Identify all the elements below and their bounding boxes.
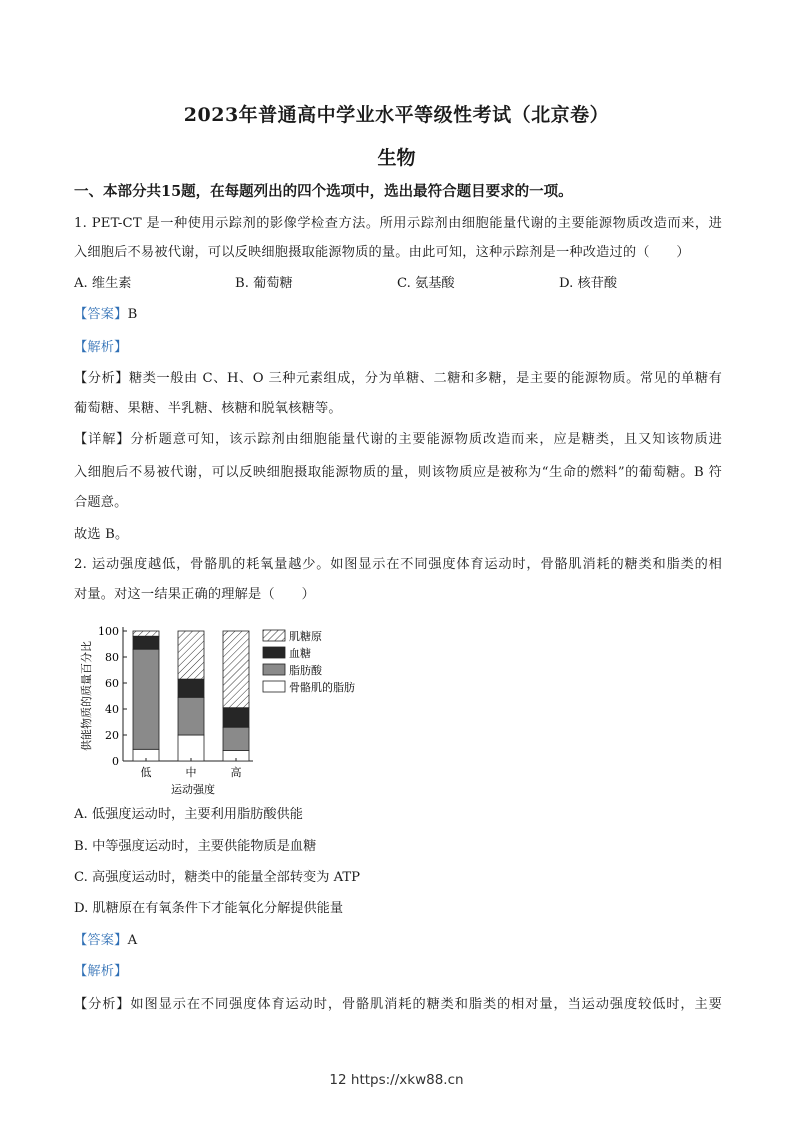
q1-option-a: A. 维生素 (74, 276, 132, 291)
q2-fenxi-line-1 (74, 996, 722, 1014)
q1-detail-line-2: 入细胞后不易被代谢，可以反映细胞摄取能源物质的量，则该物质应是被称为“生命的燃料”的葡萄糖。B 符 (74, 465, 722, 480)
x-axis-label: 运动强度 (171, 783, 215, 796)
y-tick-label: 60 (105, 677, 119, 690)
y-tick-label: 20 (105, 729, 119, 742)
x-tick-label: 中 (185, 766, 197, 779)
q2-analysis-tag (74, 963, 722, 981)
q1-conclusion: 故选 B。 (74, 527, 129, 542)
fenxi-text: 糖类一般由 C、H、O 三种元素组成，分为单糖、二糖和多糖，是主要的能源物质。常见的单糖有 (129, 371, 722, 386)
y-tick-label: 0 (112, 755, 119, 768)
page-footer: 12 https://xkw88.cn (329, 1072, 464, 1088)
analysis-tag: 【解析】 (74, 964, 128, 979)
bar-segment (133, 636, 159, 649)
q1-answer (74, 306, 722, 324)
legend-swatch (263, 647, 285, 658)
page-title: 2023年普通高中学业水平等级性考试（北京卷） (183, 104, 610, 126)
legend-label: 骨骼肌的脂肪 (289, 681, 355, 694)
legend-swatch (263, 681, 285, 692)
q1-analysis-tag (74, 339, 722, 357)
x-tick-label: 低 (140, 766, 152, 779)
bar-segment (133, 631, 159, 636)
bar-segment (178, 697, 204, 735)
y-tick-label: 80 (105, 651, 119, 664)
answer-tag: 【答案】 (74, 307, 128, 322)
legend-swatch (263, 630, 285, 641)
bar-segment (178, 679, 204, 697)
bar-segment (178, 631, 204, 679)
energy-source-chart (78, 618, 378, 803)
legend-swatch (263, 664, 285, 675)
bar-segment (223, 631, 249, 708)
section-heading: 一、本部分共15题，在每题列出的四个选项中，选出最符合题目要求的一项。 (74, 183, 573, 200)
subject-heading: 生物 (377, 147, 416, 169)
q2-option-b: B. 中等强度运动时，主要供能物质是血糖 (74, 839, 317, 854)
fenxi-tag: 【分析】 (74, 997, 131, 1012)
bar-segment (133, 649, 159, 749)
legend-label: 血糖 (289, 647, 311, 660)
y-axis-label: 供能物质的质量百分比 (80, 641, 93, 751)
y-tick-label: 100 (98, 625, 119, 638)
legend-label: 脂肪酸 (289, 664, 322, 677)
q2-stem-line-1: 2. 运动强度越低，骨骼肌的耗氧量越少。如图显示在不同强度体育运动时，骨骼肌消耗的糖类和脂类的相 (74, 557, 722, 572)
q2-stem-line-2: 对量。对这一结果正确的理解是（ ） (74, 587, 315, 602)
answer-tag: 【答案】 (74, 933, 128, 948)
y-tick-label: 40 (105, 703, 119, 716)
answer-value: A (127, 933, 138, 948)
detail-text: 分析题意可知，该示踪剂由细胞能量代谢的主要能源物质改造而来，应是糖类，且又知该物质进 (130, 432, 722, 447)
q1-option-c: C. 氨基酸 (397, 276, 455, 291)
bar-segment (178, 735, 204, 761)
analysis-tag: 【解析】 (74, 340, 128, 355)
bar-segment (223, 727, 249, 750)
q2-option-c: C. 高强度运动时，糖类中的能量全部转变为 ATP (74, 870, 361, 885)
q2-option-d: D. 肌糖原在有氧条件下才能氧化分解提供能量 (74, 901, 344, 916)
q1-stem-line-2: 入细胞后不易被代谢，可以反映细胞摄取能源物质的量。由此可知，这种示踪剂是一种改造过的（ ） (74, 245, 690, 260)
bar-segment (223, 708, 249, 728)
q2-answer (74, 932, 722, 950)
q1-fenxi-line-2: 葡萄糖、果糖、半乳糖、核糖和脱氧核糖等。 (74, 401, 342, 416)
answer-value: B (127, 307, 138, 322)
stacked-bar-chart (78, 618, 378, 803)
legend-label: 肌糖原 (289, 630, 322, 643)
q1-option-d: D. 核苷酸 (559, 276, 618, 291)
q1-detail-line-1 (74, 431, 722, 449)
q2-option-a: A. 低强度运动时，主要利用脂肪酸供能 (74, 807, 303, 822)
q1-option-b: B. 葡萄糖 (235, 276, 293, 291)
q1-stem-line-1: 1. PET-CT 是一种使用示踪剂的影像学检查方法。所用示踪剂由细胞能量代谢的主要能源物质改造而来，进 (74, 216, 722, 231)
q1-detail-line-3: 合题意。 (74, 495, 128, 510)
fenxi-tag: 【分析】 (74, 371, 130, 386)
x-tick-label: 高 (230, 766, 242, 779)
detail-tag: 【详解】 (74, 432, 131, 447)
q1-fenxi-line-1 (74, 370, 722, 388)
fenxi-text: 如图显示在不同强度体育运动时，骨骼肌消耗的糖类和脂类的相对量，当运动强度较低时，主要 (130, 997, 722, 1012)
